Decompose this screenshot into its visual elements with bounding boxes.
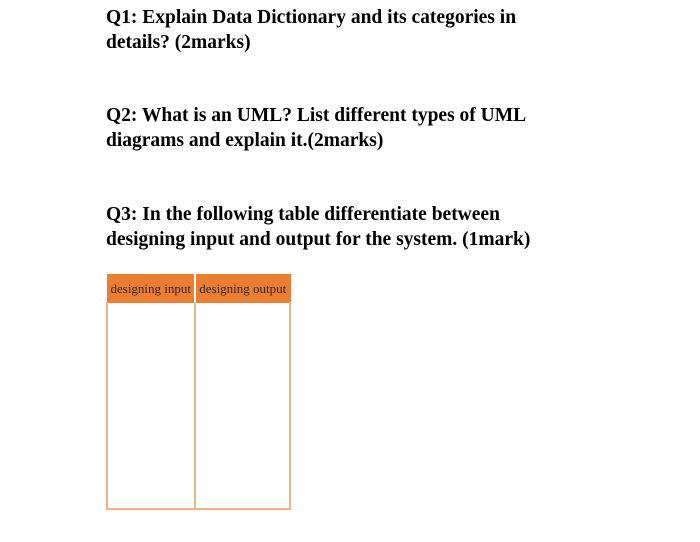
question-2-line-2: diagrams and explain it.(2marks) [106,130,384,151]
designing-input-answer-cell[interactable] [107,303,195,510]
table-row [107,303,290,510]
table-header-row [107,275,290,303]
designing-output-answer-cell[interactable] [195,303,290,510]
question-1-line-1: Q1: Explain Data Dictionary and its categories in [106,7,517,28]
comparison-table [106,274,291,510]
question-3-line-1: Q3: In the following table differentiate between [106,204,500,225]
header-designing-input: designing input [107,275,195,303]
question-1-line-2: details? (2marks) [106,32,251,53]
question-2 [106,103,526,153]
question-2-line-1: Q2: What is an UML? List different types of UML [106,105,527,126]
question-1 [106,5,516,55]
question-3 [106,202,530,252]
header-designing-output: designing output [195,275,290,303]
question-3-line-2: designing input and output for the system. (1mark) [106,229,531,250]
